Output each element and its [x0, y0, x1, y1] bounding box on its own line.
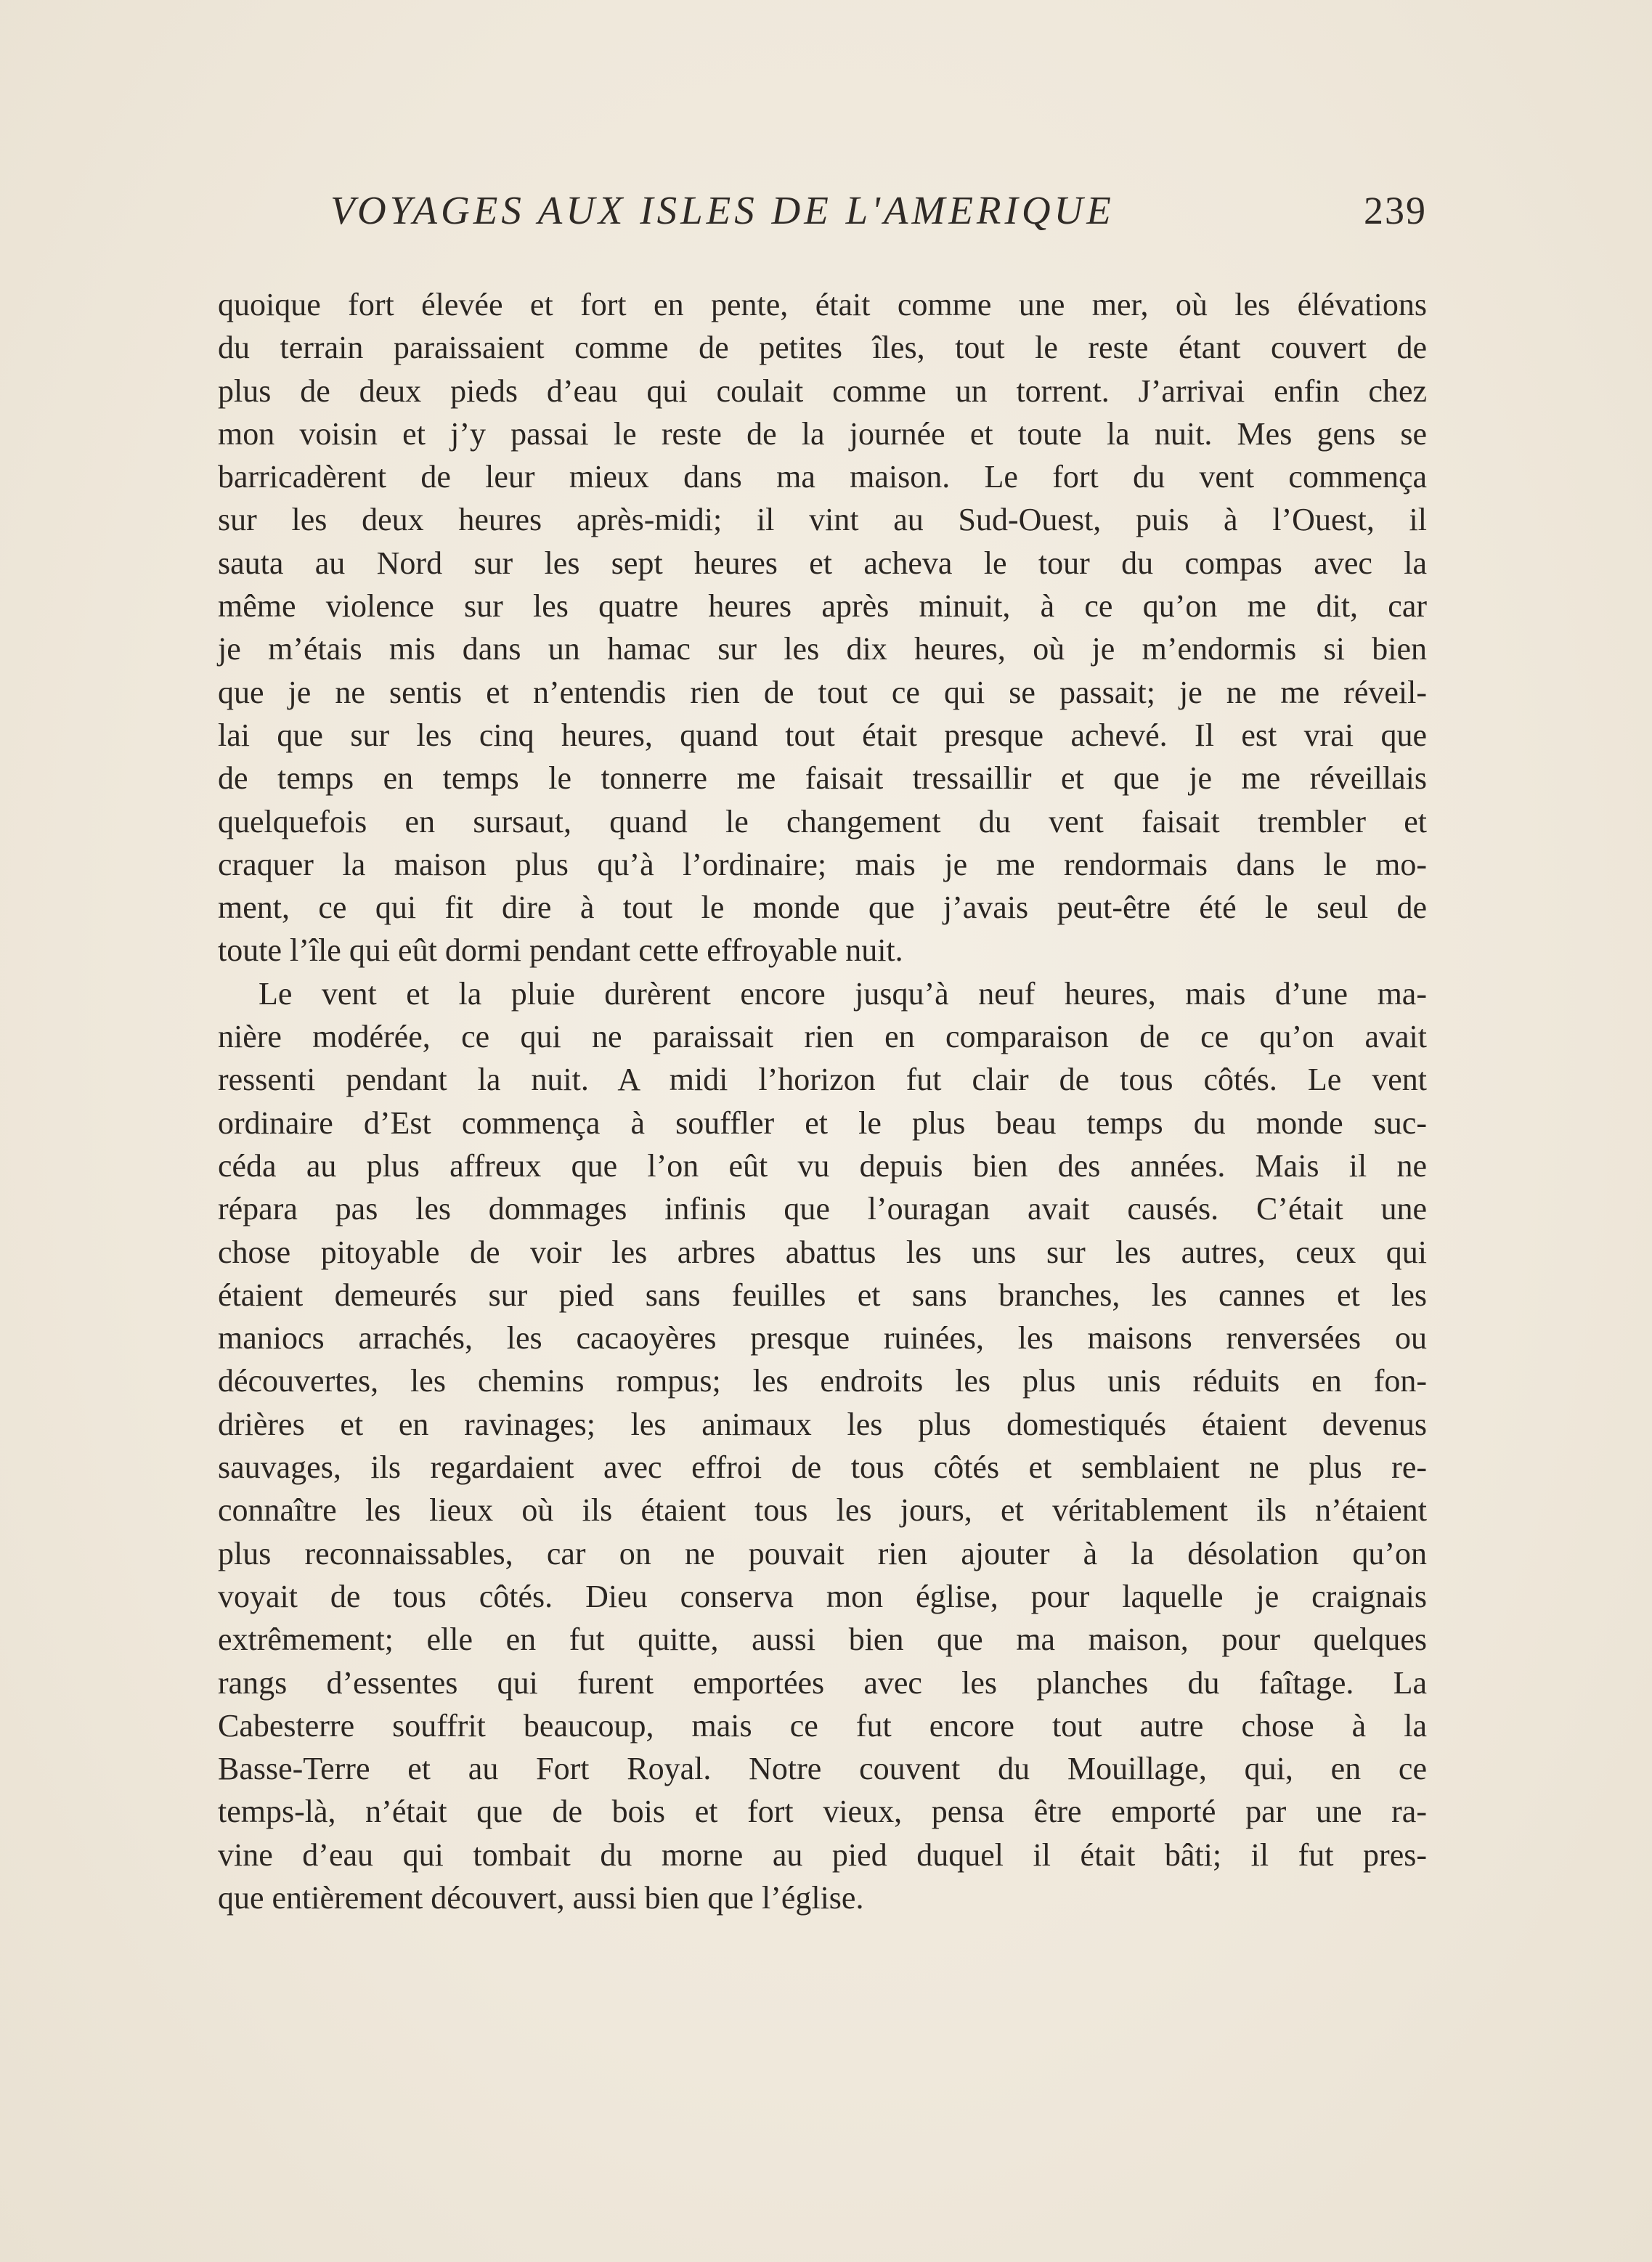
running-title: VOYAGES AUX ISLES DE L'AMERIQUE [330, 188, 1115, 232]
text-line: étaient demeurés sur pied sans feuilles et sans branches, les cannes et les [218, 1277, 1427, 1313]
text-line: du terrain paraissaient comme de petites îles, tout le reste étant couvert de [218, 330, 1427, 366]
text-line: drières et en ravinages; les animaux les plus domestiqués étaient devenus [218, 1406, 1427, 1442]
text-line: nière modérée, ce qui ne paraissait rien en comparaison de ce qu’on avait [218, 1019, 1427, 1055]
text-line: rangs d’essentes qui furent emportées avec les planches du faîtage. La [218, 1664, 1427, 1701]
body-text [218, 283, 1427, 1919]
text-line: plus de deux pieds d’eau qui coulait comme un torrent. J’arrivai enfin chez [218, 373, 1427, 409]
text-line: extrêmement; elle en fut quitte, aussi bien que ma maison, pour quelques [218, 1622, 1427, 1658]
text-line: craquer la maison plus qu’à l’ordinaire; mais je me rendormais dans le mo- [218, 846, 1427, 882]
text-line: de temps en temps le tonnerre me faisait tressaillir et que je me réveillais [218, 760, 1427, 797]
text-line: ressenti pendant la nuit. A midi l’horizon fut clair de tous côtés. Le vent [218, 1062, 1427, 1098]
text-line: sur les deux heures après-midi; il vint au Sud-Ouest, puis à l’Ouest, il [218, 502, 1427, 538]
page-header [330, 187, 1427, 245]
text-line: ment, ce qui fit dire à tout le monde que j’avais peut-être été le seul de [218, 890, 1427, 926]
text-line: ordinaire d’Est commença à souffler et le plus beau temps du monde suc- [218, 1104, 1427, 1141]
text-line: vine d’eau qui tombait du morne au pied duquel il était bâti; il fut pres- [218, 1836, 1427, 1873]
text-line: sauvages, ils regardaient avec effroi de tous côtés et semblaient ne plus re- [218, 1449, 1427, 1486]
paragraph-end-line: que entièrement découvert, aussi bien que l’église. [218, 1879, 864, 1916]
text-line: découvertes, les chemins rompus; les endroits les plus unis réduits en fon- [218, 1363, 1427, 1399]
text-line: chose pitoyable de voir les arbres abattus les uns sur les autres, ceux qui [218, 1234, 1427, 1270]
page-number: 239 [1364, 189, 1427, 232]
text-line: Cabesterre souffrit beaucoup, mais ce fut encore tout autre chose à la [218, 1707, 1427, 1744]
text-line: que je ne sentis et n’entendis rien de tout ce qui se passait; je ne me réveil- [218, 674, 1427, 710]
text-line: répara pas les dommages infinis que l’ouragan avait causés. C’était une [218, 1191, 1427, 1227]
text-line: même violence sur les quatre heures après minuit, à ce qu’on me dit, car [218, 588, 1427, 625]
text-line: plus reconnaissables, car on ne pouvait rien ajouter à la désolation qu’on [218, 1535, 1427, 1571]
paragraph-start-line: Le vent et la pluie durèrent encore jusqu’à neuf heures, mais d’une ma- [259, 975, 1427, 1012]
text-line: quelquefois en sursaut, quand le changement du vent faisait trembler et [218, 803, 1427, 839]
text-line: céda au plus affreux que l’on eût vu depuis bien des années. Mais il ne [218, 1147, 1427, 1184]
text-line: sauta au Nord sur les sept heures et acheva le tour du compas avec la [218, 545, 1427, 581]
text-line: connaître les lieux où ils étaient tous les jours, et véritablement ils n’étaient [218, 1492, 1427, 1529]
text-line: lai que sur les cinq heures, quand tout était presque achevé. Il est vrai que [218, 717, 1427, 753]
text-line: barricadèrent de leur mieux dans ma maison. Le fort du vent commença [218, 459, 1427, 495]
text-line: quoique fort élevée et fort en pente, était comme une mer, où les élévations [218, 287, 1427, 322]
text-line: je m’étais mis dans un hamac sur les dix heures, où je m’endormis si bien [218, 631, 1427, 667]
text-line: maniocs arrachés, les cacaoyères presque ruinées, les maisons renversées ou [218, 1320, 1427, 1356]
text-line: voyait de tous côtés. Dieu conserva mon église, pour laquelle je craignais [218, 1578, 1427, 1614]
paragraph-end-line: toute l’île qui eût dormi pendant cette effroyable nuit. [218, 932, 903, 969]
text-line: Basse-Terre et au Fort Royal. Notre couvent du Mouillage, qui, en ce [218, 1751, 1427, 1787]
text-line: temps-là, n’était que de bois et fort vieux, pensa être emporté par une ra- [218, 1794, 1427, 1830]
text-line: mon voisin et j’y passai le reste de la journée et toute la nuit. Mes gens se [218, 415, 1427, 452]
